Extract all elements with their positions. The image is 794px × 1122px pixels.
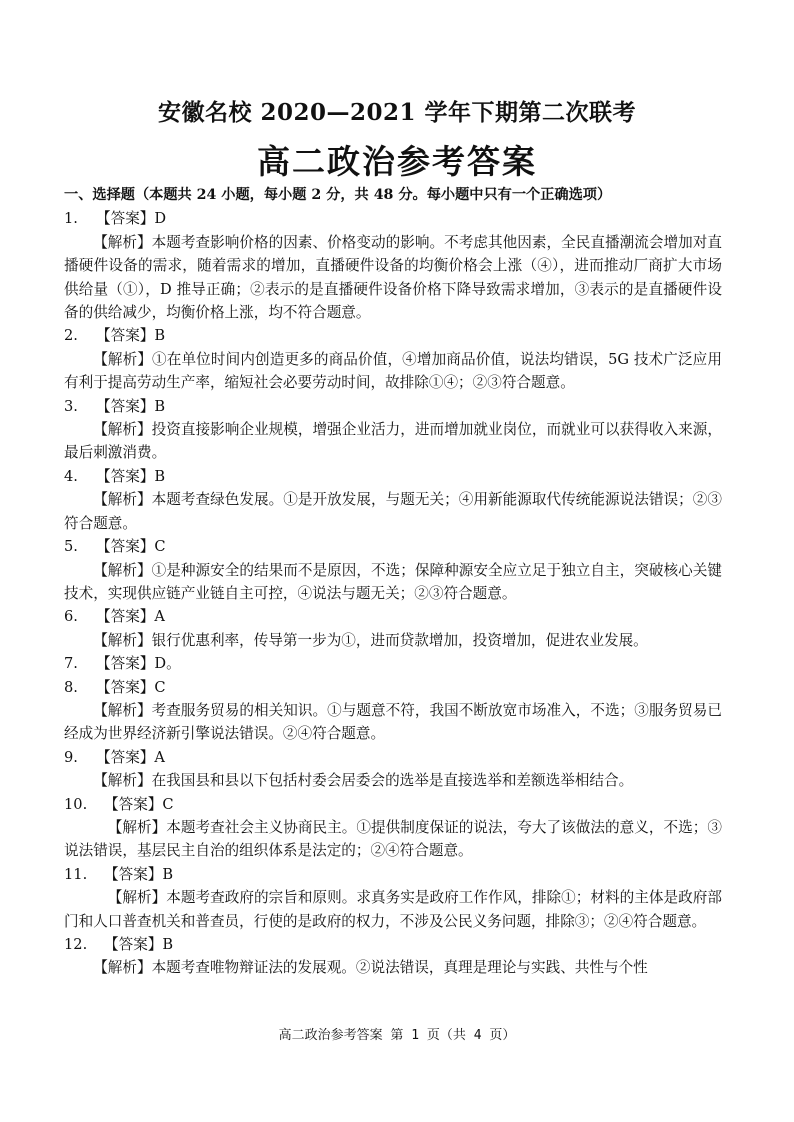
answer-text: 【答案】D <box>96 210 167 228</box>
question-number: 4. <box>64 467 78 485</box>
exam-title: 安徽名校 2020—2021 学年下期第二次联考 <box>157 99 637 126</box>
answer-line <box>64 324 722 347</box>
answer-line <box>64 207 722 230</box>
question-number: 1. <box>64 210 78 228</box>
answer-text: 【答案】B <box>96 397 166 415</box>
answer-line <box>64 746 722 769</box>
answer-line <box>64 933 722 956</box>
answer-text: 【答案】C <box>96 678 166 696</box>
question-number: 2. <box>64 327 78 345</box>
answer-item-1 <box>64 207 722 324</box>
answer-item-8 <box>64 676 722 746</box>
answer-item-2 <box>64 324 722 394</box>
answer-text: 【答案】B <box>96 327 166 345</box>
question-number: 3. <box>64 397 78 415</box>
answer-line <box>64 535 722 558</box>
question-number: 8. <box>64 678 78 696</box>
answer-item-5 <box>64 535 722 605</box>
answer-item-4 <box>64 465 722 535</box>
answer-line <box>64 395 722 418</box>
section-title: 一、选择题（本题共 24 小题，每小题 2 分，共 48 分。每小题中只有一个正确选项） <box>64 187 612 203</box>
page-footer: 高二政治参考答案 第 1 页（共 4 页） <box>278 1028 516 1043</box>
question-number: 9. <box>64 748 78 766</box>
answer-text: 【答案】A <box>96 748 165 766</box>
answer-item-9 <box>64 746 722 793</box>
page-title: 高二政治参考答案 <box>257 142 537 181</box>
answer-item-10 <box>64 793 722 863</box>
answer-text: 【答案】B <box>104 865 174 883</box>
answer-item-6 <box>64 605 722 652</box>
explanation-text: 【解析】银行优惠利率，传导第一步为①，进而贷款增加，投资增加，促进农业发展。 <box>93 631 648 649</box>
explanation-text: 【解析】①是种源安全的结果而不是原因，不选；保障种源安全应立足于独立自主，突破核心关键技术，实现供应链产业链自主可控，④说法与题无关；②③符合题意。 <box>64 561 722 602</box>
question-number: 10. <box>64 795 88 813</box>
question-number: 5. <box>64 538 78 556</box>
explanation-text: 【解析】本题考查社会主义协商民主。①提供制度保证的说法，夸大了该做法的意义，不选；③说法错误，基层民主自治的组织体系是法定的；②④符合题意。 <box>64 818 722 860</box>
answer-text: 【答案】C <box>96 538 166 556</box>
answer-text: 【答案】B <box>104 936 174 953</box>
answer-line <box>64 863 722 886</box>
explanation-text: 【解析】①在单位时间内创造更多的商品价值，④增加商品价值，说法均错误，5G 技术广泛应用有利于提高劳动生产率，缩短社会必要劳动时间，故排除①④；②③符合题意。 <box>64 350 722 392</box>
answer-text: 【答案】A <box>96 608 165 626</box>
answer-item-3 <box>64 395 722 465</box>
answer-line <box>64 465 722 488</box>
answer-line <box>64 605 722 628</box>
answer-item-7 <box>64 652 722 675</box>
explanation-text: 【解析】本题考查唯物辩证法的发展观。②说法错误，真理是理论与实践、共性与个性 <box>93 959 648 977</box>
explanation-text: 【解析】投资直接影响企业规模，增强企业活力，进而增加就业岗位，而就业可以获得收入来源，最后刺激消费。 <box>64 421 722 462</box>
explanation-text: 【解析】考查服务贸易的相关知识。①与题意不符，我国不断放宽市场准入，不选；③服务贸易已经成为世界经济新引擎说法错误。②④符合题意。 <box>64 701 722 743</box>
answer-content <box>64 184 722 980</box>
answer-text: 【答案】D。 <box>96 655 181 673</box>
question-number: 11. <box>64 865 88 883</box>
answer-text: 【答案】C <box>104 795 174 813</box>
answer-line <box>64 793 722 816</box>
question-number: 6. <box>64 608 78 626</box>
answer-text: 【答案】B <box>96 467 166 485</box>
explanation-text: 【解析】本题考查政府的宗旨和原则。求真务实是政府工作作风，排除①；材料的主体是政府部门和人口普查机关和普查员，行使的是政府的权力，不涉及公民义务问题，排除③；②④符合题意。 <box>64 889 722 930</box>
answer-line <box>64 676 722 699</box>
answer-item-11 <box>64 863 722 933</box>
explanation-text: 【解析】在我国县和县以下包括村委会居委会的选举是直接选举和差额选举相结合。 <box>93 772 634 790</box>
answer-item-12 <box>64 933 722 980</box>
question-number: 7. <box>64 655 78 673</box>
explanation-text: 【解析】本题考查影响价格的因素、价格变动的影响。不考虑其他因素，全民直播潮流会增加对直播硬件设备的需求，随着需求的增加，直播硬件设备的均衡价格会上涨（④），进而推动厂商扩大市场供给量（①），D 推导正确；②表示的是直播硬件设备价格下降导致需求增加，③表示的是直播硬件设备的供给减少，均衡价格上涨，均不符合题意。 <box>64 233 722 322</box>
question-number: 12. <box>64 936 88 953</box>
answer-line <box>64 652 722 675</box>
explanation-text: 【解析】本题考查绿色发展。①是开放发展，与题无关；④用新能源取代传统能源说法错误；②③符合题意。 <box>64 491 722 532</box>
